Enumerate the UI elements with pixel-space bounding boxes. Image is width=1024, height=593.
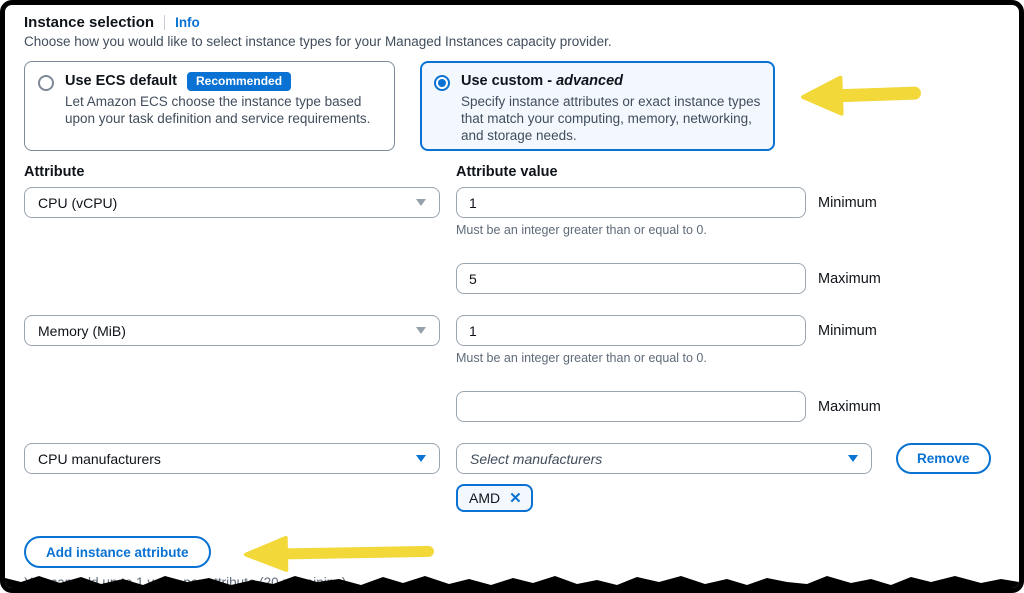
chevron-down-icon — [848, 455, 858, 462]
minimum-label: Minimum — [818, 322, 877, 339]
attribute-value-column-header: Attribute value — [456, 164, 558, 180]
integer-hint: Must be an integer greater than or equal to 0. — [456, 223, 707, 237]
manufacturers-select-placeholder: Select manufacturers — [470, 450, 603, 467]
tile-use-ecs-default[interactable] — [24, 61, 395, 151]
tile-custom-description: Specify instance attributes or exact instance types that match your computing, memory, networking, and storage needs. — [461, 94, 761, 143]
torn-edge — [5, 570, 1019, 588]
cpu-minimum-input[interactable] — [456, 187, 806, 218]
memory-minimum-input[interactable] — [456, 315, 806, 346]
dismiss-icon[interactable]: ✕ — [509, 489, 522, 507]
tile-custom-label-emphasis: advanced — [556, 73, 623, 89]
maximum-label: Maximum — [818, 270, 881, 287]
memory-maximum-input[interactable] — [456, 391, 806, 422]
token-label: AMD — [469, 490, 501, 506]
section-description: Choose how you would like to select instance types for your Managed Instances capacity provider. — [24, 34, 612, 49]
tile-use-custom[interactable] — [420, 61, 775, 151]
tile-default-description: Let Amazon ECS choose the instance type based upon your task definition and service requirements. — [65, 94, 371, 126]
attribute-row-memory — [24, 315, 1000, 422]
radio-use-ecs-default[interactable] — [38, 75, 54, 91]
minimum-label: Minimum — [818, 194, 877, 211]
tile-default-label: Use ECS default — [65, 73, 177, 89]
attribute-select-memory-value: Memory (MiB) — [38, 322, 126, 339]
info-link[interactable]: Info — [175, 15, 200, 30]
chevron-down-icon — [416, 455, 426, 462]
attribute-row-cpu — [24, 187, 1000, 294]
radio-tile-group — [24, 61, 1000, 151]
page-title: Instance selection — [24, 14, 155, 31]
attribute-select-memory[interactable] — [24, 315, 440, 346]
remove-button[interactable]: Remove — [896, 443, 991, 474]
header-divider — [164, 15, 165, 30]
attribute-column-header: Attribute — [24, 164, 85, 180]
chevron-down-icon — [416, 327, 426, 334]
attribute-row-manufacturers — [24, 443, 1000, 512]
attribute-select-cpu[interactable] — [24, 187, 440, 218]
manufacturers-value-select[interactable] — [456, 443, 872, 474]
chevron-down-icon — [416, 199, 426, 206]
cpu-maximum-input[interactable] — [456, 263, 806, 294]
radio-use-custom[interactable] — [434, 75, 450, 91]
tile-custom-label: Use custom - advanced — [461, 73, 623, 89]
manufacturer-token-amd — [456, 484, 533, 512]
attribute-select-manufacturers[interactable] — [24, 443, 440, 474]
integer-hint: Must be an integer greater than or equal to 0. — [456, 351, 707, 365]
recommended-badge: Recommended — [187, 72, 291, 91]
maximum-label: Maximum — [818, 398, 881, 415]
add-instance-attribute-button[interactable]: Add instance attribute — [24, 536, 211, 568]
section-header — [24, 14, 1000, 31]
attribute-select-cpu-value: CPU (vCPU) — [38, 194, 118, 211]
attribute-select-manufacturers-value: CPU manufacturers — [38, 450, 161, 467]
